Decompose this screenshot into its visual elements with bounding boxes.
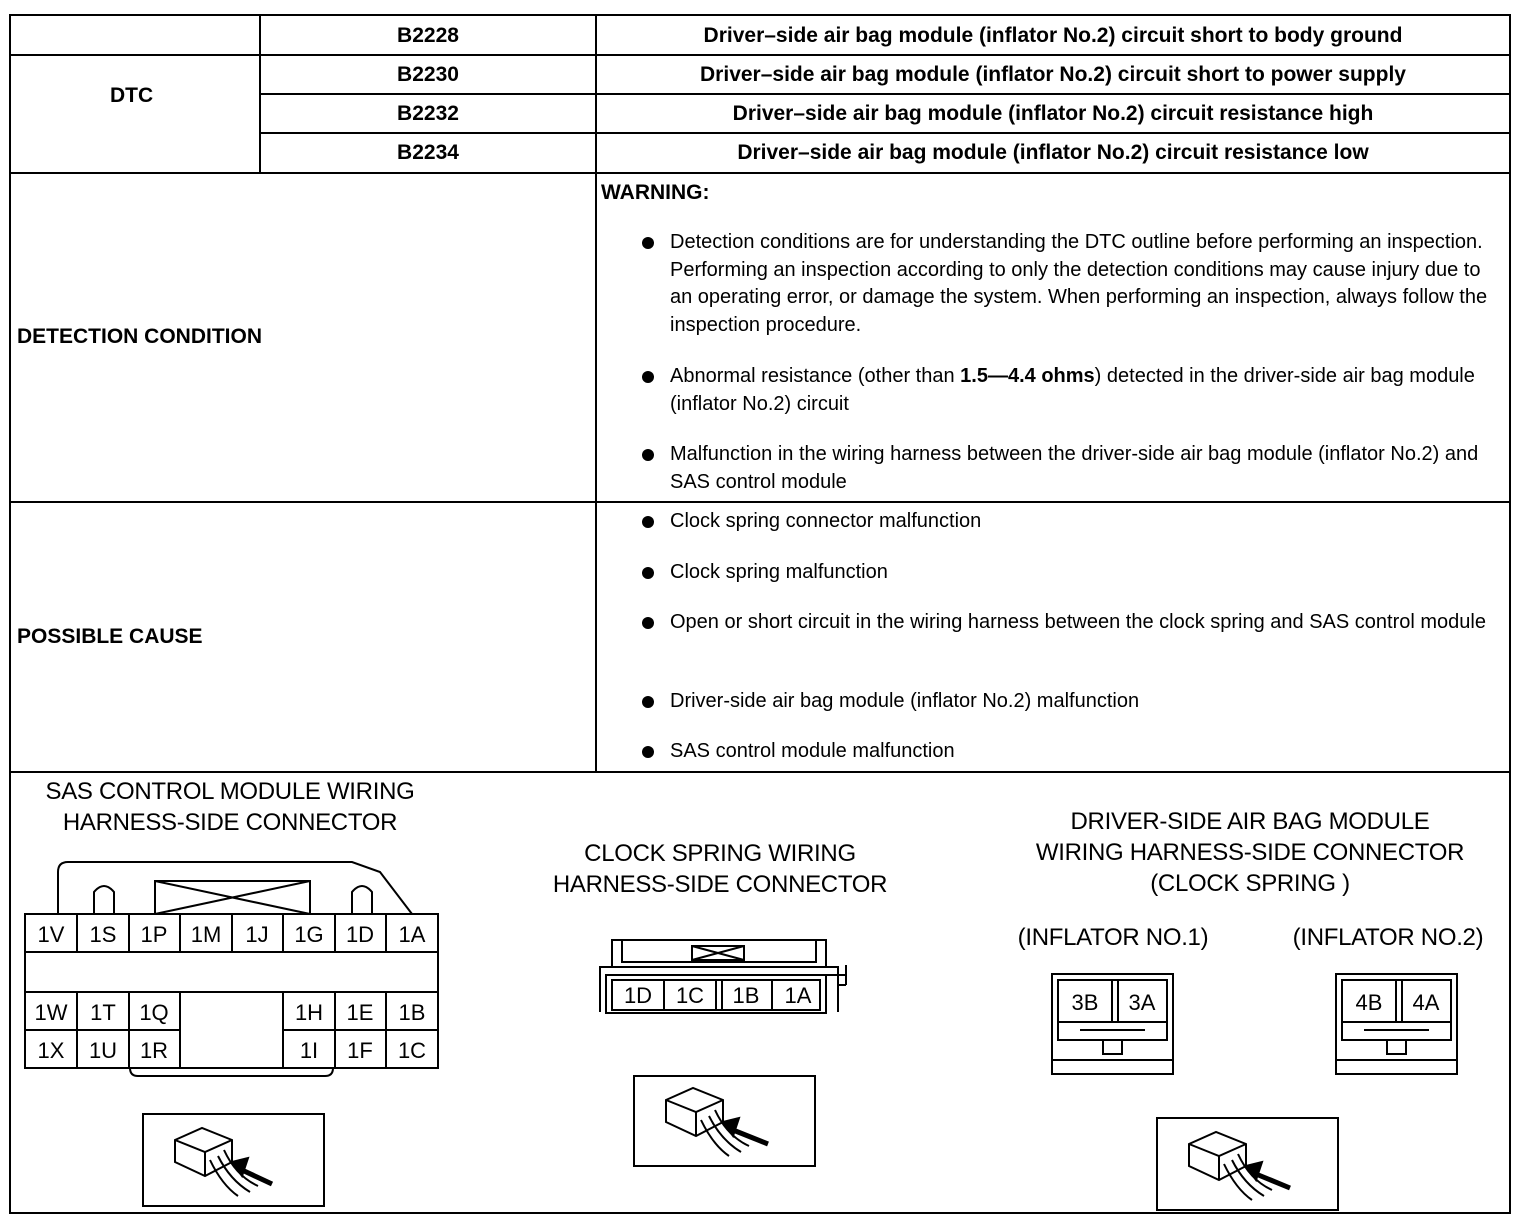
inflator2-pin-labels <box>1356 990 1440 1015</box>
harness-side-view-icon <box>143 1114 324 1206</box>
harness-side-view-icon <box>634 1076 815 1166</box>
sas-connector-title: SAS CONTROL MODULE WIRING HARNESS-SIDE CONNECTOR <box>45 778 415 836</box>
detection-condition-label: DETECTION CONDITION <box>17 325 262 348</box>
pin-label: 1D <box>345 922 375 947</box>
pin-label: 1M <box>190 922 222 947</box>
pin-label: 4A <box>1412 990 1440 1015</box>
pin-label: 1B <box>398 1000 426 1025</box>
inflator2-label: (INFLATOR NO.2) <box>1292 924 1484 951</box>
inflator2-connector-diagram <box>1336 974 1457 1074</box>
pin-label: 1D <box>623 983 653 1008</box>
pin-label: 1A <box>398 922 426 947</box>
pin-label: 1S <box>89 922 117 947</box>
airbag-connector-title: DRIVER-SIDE AIR BAG MODULE WIRING HARNESS-SIDE CONNECTOR (CLOCK SPRING ) <box>1035 808 1465 897</box>
pin-label: 1W <box>34 1000 68 1025</box>
inflator1-label: (INFLATOR NO.1) <box>1017 924 1209 951</box>
pin-label: 1X <box>37 1038 65 1063</box>
pin-label: 1J <box>245 922 269 947</box>
clock-spring-connector-title: CLOCK SPRING WIRING HARNESS-SIDE CONNECTOR <box>552 840 888 898</box>
dtc-code: B2234 <box>397 141 459 164</box>
dtc-code: B2228 <box>397 24 459 47</box>
sas-connector-diagram <box>25 862 438 1076</box>
pin-label: 3B <box>1071 990 1099 1015</box>
dtc-code: B2232 <box>397 102 459 125</box>
dtc-description: Driver–side air bag module (inflator No.2) circuit short to body ground <box>703 24 1403 47</box>
pin-label: 1P <box>140 922 168 947</box>
warning-heading: WARNING: <box>601 181 710 204</box>
pin-label: 1I <box>299 1038 319 1063</box>
pin-label: 3A <box>1128 990 1156 1015</box>
pin-label: 1F <box>347 1038 373 1063</box>
dtc-description: Driver–side air bag module (inflator No.2) circuit resistance high <box>732 102 1374 125</box>
pin-label: 1A <box>784 983 812 1008</box>
pin-label: 1C <box>397 1038 427 1063</box>
dtc-description: Driver–side air bag module (inflator No.2) circuit short to power supply <box>700 63 1406 86</box>
dtc-label: DTC <box>110 84 154 107</box>
dtc-code: B2230 <box>397 63 459 86</box>
pin-label: 1U <box>88 1038 118 1063</box>
pin-label: 1C <box>675 983 705 1008</box>
pin-label: 1R <box>139 1038 169 1063</box>
pin-label: 1B <box>732 983 760 1008</box>
harness-side-view-icon <box>1157 1118 1338 1210</box>
pin-label: 1V <box>37 922 65 947</box>
pin-label: 1E <box>346 1000 374 1025</box>
inflator1-connector-diagram <box>1052 974 1173 1074</box>
pin-label: 1T <box>90 1000 116 1025</box>
pin-label: 1G <box>294 922 324 947</box>
possible-cause-label: POSSIBLE CAUSE <box>17 625 203 648</box>
pin-label: 1Q <box>139 1000 169 1025</box>
pin-label: 1H <box>294 1000 324 1025</box>
dtc-description: Driver–side air bag module (inflator No.2) circuit resistance low <box>737 141 1369 164</box>
inflator1-pin-labels <box>1072 990 1156 1015</box>
pin-label: 4B <box>1355 990 1383 1015</box>
clock-spring-pin-labels <box>624 983 812 1008</box>
